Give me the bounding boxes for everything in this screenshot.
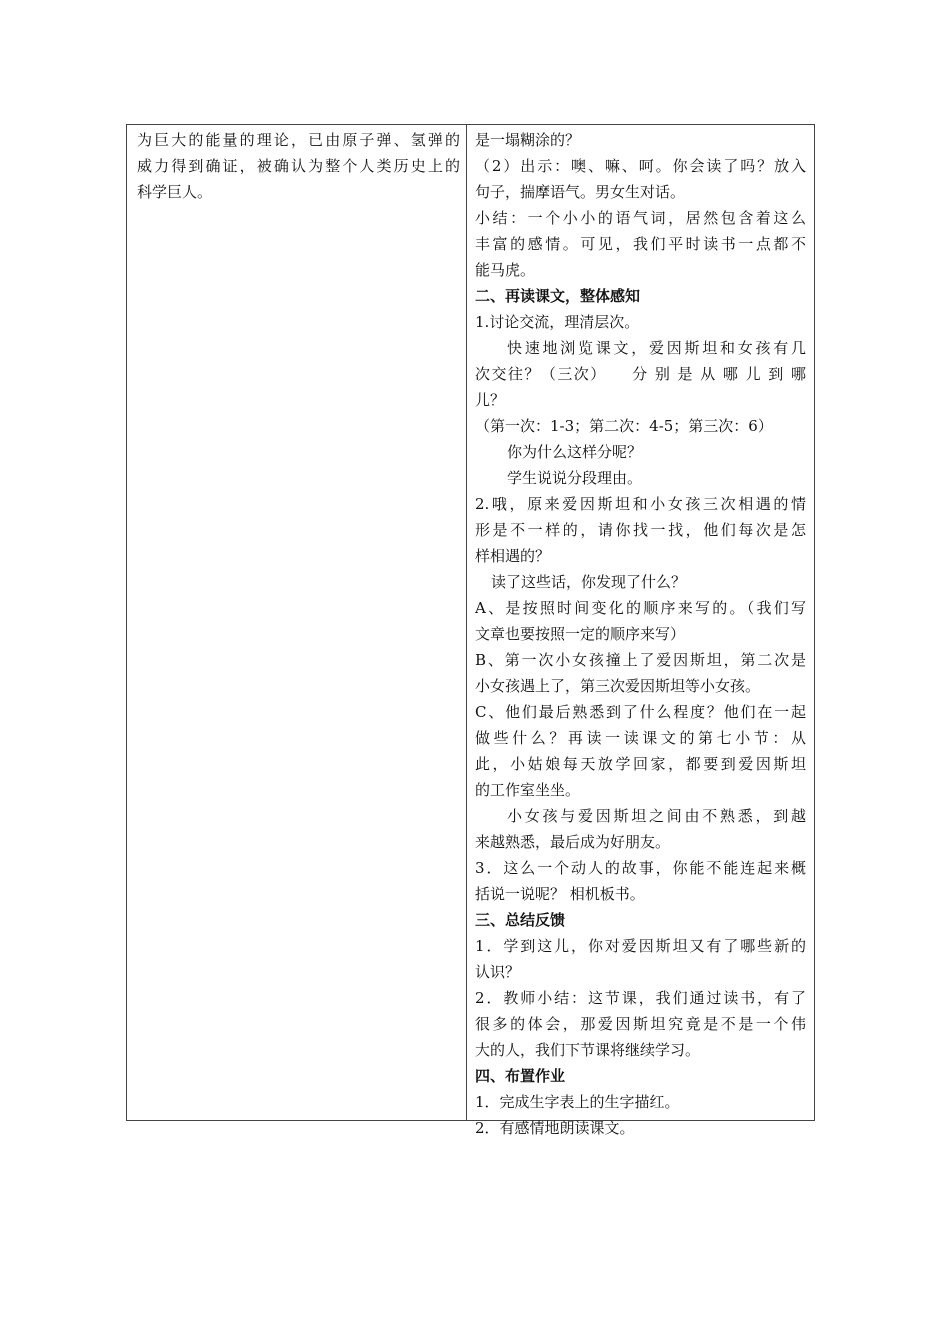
text-line: 2．教师小结：这节课，我们通过读书，有了 — [475, 989, 806, 1007]
left-column-cell — [127, 125, 467, 1120]
text-line: 1.讨论交流，理清层次。 — [475, 313, 640, 331]
lesson-plan-table — [126, 124, 815, 1137]
text-line: 2．有感情地朗读课文。 — [475, 1119, 635, 1137]
text-line: 大的人，我们下节课将继续学习。 — [475, 1041, 701, 1059]
text-line: 能马虎。 — [475, 261, 536, 279]
text-line: 2.哦，原来爱因斯坦和小女孩三次相遇的情 — [475, 495, 806, 513]
text-line: 文章也要按照一定的顺序来写） — [475, 625, 686, 643]
text-line: 小女孩与爱因斯坦之间由不熟悉，到越 — [507, 807, 806, 825]
text-line: 括说一说呢？ 相机板书。 — [475, 885, 645, 903]
text-line: 认识？ — [475, 963, 521, 981]
text-line: （2）出示：噢、嘛、呵。你会读了吗？放入 — [475, 157, 806, 175]
left-text-line: 威力得到确证，被确认为整个人类历史上的 — [137, 157, 460, 175]
left-text-line: 为巨大的能量的理论，已由原子弹、氢弹的 — [137, 131, 460, 149]
left-text-line: 科学巨人。 — [137, 183, 213, 201]
text-line: 1．完成生字表上的生字描红。 — [475, 1093, 680, 1111]
text-line: 儿？ — [475, 391, 506, 409]
text-line: 3．这么一个动人的故事，你能不能连起来概 — [475, 859, 806, 877]
text-line: 小女孩遇上了，第三次爱因斯坦等小女孩。 — [475, 677, 761, 695]
right-column-cell — [467, 125, 814, 1137]
text-line: 是一塌糊涂的？ — [475, 131, 581, 149]
text-line: 1．学到这儿，你对爱因斯坦又有了哪些新的 — [475, 937, 806, 955]
text-line: 快速地浏览课文，爱因斯坦和女孩有几 — [507, 339, 806, 357]
text-line: A、是按照时间变化的顺序来写的。（我们写 — [475, 599, 806, 617]
text-line: 学生说说分段理由。 — [507, 469, 643, 487]
text-line: 形是不一样的，请你找一找，他们每次是怎 — [475, 521, 806, 539]
text-line: 样相遇的？ — [475, 547, 551, 565]
text-line: C、他们最后熟悉到了什么程度？他们在一起 — [475, 703, 806, 721]
text-line: 丰富的感情。可见，我们平时读书一点都不 — [475, 235, 806, 253]
section-heading: 四、布置作业 — [475, 1067, 566, 1085]
text-line: 很多的体会，那爱因斯坦究竟是不是一个伟 — [475, 1015, 806, 1033]
text-line: 做些什么？再读一读课文的第七小节：从 — [475, 729, 806, 747]
text-line: B、第一次小女孩撞上了爱因斯坦，第二次是 — [475, 651, 806, 669]
section-heading: 二、再读课文，整体感知 — [475, 287, 641, 305]
text-line: （第一次：1-3；第二次：4-5；第三次：6） — [475, 417, 773, 435]
text-line: 句子，揣摩语气。男女生对话。 — [475, 183, 686, 201]
text-line: 此，小姑娘每天放学回家，都要到爱因斯坦 — [475, 755, 806, 773]
text-line: 读了这些话，你发现了什么？ — [491, 573, 687, 591]
section-heading: 三、总结反馈 — [475, 911, 566, 929]
text-line: 次交往？（三次） 分 别 是 从 哪 儿 到 哪 — [475, 365, 806, 383]
text-line: 来越熟悉，最后成为好朋友。 — [475, 833, 671, 851]
text-line: 的工作室坐坐。 — [475, 781, 581, 799]
text-line: 你为什么这样分呢？ — [507, 443, 643, 461]
text-line: 小结：一个小小的语气词，居然包含着这么 — [475, 209, 806, 227]
